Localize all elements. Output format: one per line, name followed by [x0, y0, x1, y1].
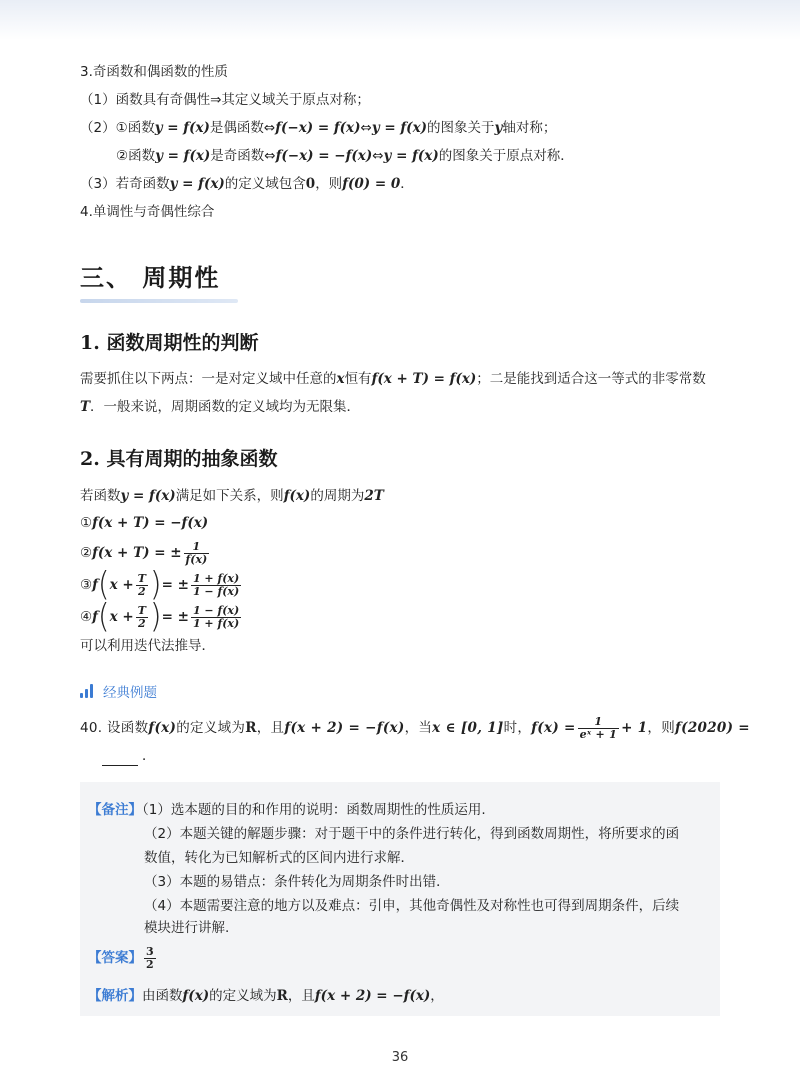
numerator: 3 — [146, 944, 154, 958]
math: f(x) — [283, 488, 311, 504]
math: R — [276, 988, 288, 1004]
label: ③ — [80, 577, 93, 593]
math: f(x + T) = f(x) — [371, 371, 477, 387]
text: 的图象关于 — [427, 120, 495, 136]
math: y = f(x) — [371, 120, 427, 136]
solution-line — [88, 986, 444, 1006]
text: 的图象关于原点对称． — [438, 148, 574, 164]
fraction — [184, 541, 210, 566]
label: ② — [80, 545, 93, 561]
paren-right: ) — [149, 565, 162, 604]
fraction — [136, 573, 148, 598]
text: 若函数 — [80, 488, 121, 504]
s3-p1: （1）函数具有奇偶性⇒其定义域关于原点对称； — [80, 92, 370, 108]
math: + 1 — [621, 720, 648, 736]
math: f(x + 2) = −f(x) — [284, 720, 405, 736]
numerator: 1 — [578, 716, 619, 729]
answer-line — [88, 942, 158, 974]
math: y = f(x) — [155, 148, 211, 164]
numerator: 1 + f(x) — [192, 571, 240, 585]
fraction — [578, 716, 619, 741]
text: ， — [430, 988, 444, 1004]
answer-tag: 【答案】 — [88, 950, 142, 966]
question — [80, 712, 750, 744]
text: 轴对称； — [502, 120, 557, 136]
formula-1 — [80, 513, 208, 533]
note-line-1 — [88, 800, 486, 820]
solution-tag: 【解析】 — [88, 988, 142, 1004]
text: ⇔ — [372, 148, 384, 164]
section-underline — [80, 299, 238, 303]
text: ②函数 — [116, 148, 156, 164]
math: x ∈ [0, 1] — [432, 720, 504, 736]
math: f(0) = 0 — [342, 176, 401, 192]
sub2-outro: 可以利用迭代法推导． — [80, 638, 215, 654]
header-band — [0, 0, 800, 40]
text: ，且 — [287, 988, 315, 1004]
question-number: 40. — [80, 720, 103, 736]
note-line-2a: （2）本题关键的解题步骤：对于题干中的条件进行转化，得到函数周期性，将所要求的函 — [144, 826, 680, 842]
text: 满足如下关系，则 — [175, 488, 284, 504]
sub2-title: 2. 具有周期的抽象函数 — [80, 448, 278, 470]
text: （2）①函数 — [80, 120, 155, 136]
sub1-para-line2 — [80, 397, 360, 417]
note-line-3: （3）本题的易错点：条件转化为周期条件时出错． — [144, 874, 450, 890]
note-tag: 【备注】 — [88, 802, 142, 818]
math: f(−x) = f(x) — [275, 120, 361, 136]
math: y = f(x) — [383, 148, 439, 164]
text: ，则 — [647, 720, 676, 736]
text: ，则 — [315, 176, 343, 192]
math: f(x + T) = ± — [92, 545, 182, 561]
text: 时， — [503, 720, 532, 736]
answer-blank[interactable] — [102, 765, 138, 766]
math: = ± — [161, 609, 189, 625]
numerator: 1 − f(x) — [192, 603, 240, 617]
math: T — [80, 399, 91, 415]
note-line-4a: （4）本题需要注意的地方以及难点：引申，其他奇偶性及对称性也可得到周期条件，后续 — [144, 898, 680, 914]
text: ． — [142, 748, 156, 764]
example-header — [80, 681, 157, 701]
s3-p2a — [80, 118, 556, 138]
math: f(x) — [148, 720, 177, 736]
denominator: 2 — [137, 584, 146, 598]
s3-p3 — [80, 174, 414, 194]
text: ． — [400, 176, 414, 192]
math: = ± — [161, 577, 189, 593]
section-title: 三、 周期性 — [80, 264, 221, 292]
label: ① — [80, 515, 93, 531]
math: f(x + T) = −f(x) — [92, 515, 209, 531]
page-number: 36 — [391, 1050, 409, 1065]
math: y = f(x) — [169, 176, 225, 192]
denominator: f(x) — [185, 552, 208, 566]
denominator: 1 − f(x) — [192, 584, 240, 598]
sub2-intro — [80, 486, 384, 506]
math: f — [92, 577, 98, 593]
answer-blank-line — [102, 746, 156, 766]
formula-4 — [80, 597, 243, 636]
text: （1）选本题的目的和作用的说明：函数周期性的性质运用. — [142, 802, 486, 818]
text: 设函数 — [106, 720, 149, 736]
math: 0 — [305, 176, 316, 192]
text: 由函数 — [142, 988, 183, 1004]
numerator: 1 — [184, 541, 210, 554]
text: ⇔ — [360, 120, 372, 136]
fraction — [191, 573, 241, 598]
paren-left: ( — [97, 565, 110, 604]
text: 是偶函数⇔ — [209, 120, 276, 136]
math: f(x) — [182, 988, 210, 1004]
math: y = f(x) — [154, 120, 210, 136]
math: f(2020) = — [675, 720, 750, 736]
denominator: 1 + f(x) — [192, 616, 240, 630]
text: （3）若奇函数 — [80, 176, 170, 192]
paren-left: ( — [97, 597, 110, 636]
text: 的周期为 — [310, 488, 365, 504]
text: 的定义域为 — [176, 720, 246, 736]
numerator: T — [137, 603, 146, 617]
text: 恒有 — [344, 371, 372, 387]
s3-p2b — [116, 146, 574, 166]
paren-right: ) — [149, 597, 162, 636]
math: 2T — [364, 488, 384, 504]
note-line-4b: 模块进行讲解. — [144, 920, 230, 936]
answer-fraction — [144, 946, 156, 971]
text: ，当 — [404, 720, 433, 736]
fraction — [136, 605, 148, 630]
text: ；二是能找到适合这一等式的非零常数 — [476, 371, 706, 387]
text: ，且 — [256, 720, 285, 736]
s4-title: 4.单调性与奇偶性综合 — [80, 204, 215, 220]
math: f — [92, 609, 98, 625]
math: f(x) = — [531, 720, 576, 736]
bar-chart-icon — [80, 684, 93, 698]
text: 需要抓住以下两点：一是对定义域中任意的 — [80, 371, 337, 387]
example-header-label: 经典例题 — [103, 685, 157, 701]
denominator: eˣ + 1 — [579, 727, 618, 741]
math: x — [336, 371, 345, 387]
denominator: 2 — [137, 616, 146, 630]
sub1-title: 1. 函数周期性的判断 — [80, 332, 259, 354]
math: x + — [109, 577, 134, 593]
sub1-para-line1 — [80, 369, 706, 389]
math: f(x + 2) = −f(x) — [314, 988, 431, 1004]
text: ．一般来说，周期函数的定义域均为无限集． — [90, 399, 361, 415]
label: ④ — [80, 609, 93, 625]
math: f(−x) = −f(x) — [275, 148, 373, 164]
s3-title: 3.奇函数和偶函数的性质 — [80, 64, 228, 80]
fraction — [191, 605, 241, 630]
text: 是奇函数⇔ — [210, 148, 276, 164]
denominator: 2 — [146, 957, 154, 971]
text: 的定义域包含 — [224, 176, 306, 192]
numerator: T — [137, 571, 146, 585]
note-line-2b: 数值，转化为已知解析式的区间内进行求解． — [144, 850, 414, 866]
math: R — [245, 720, 257, 736]
math: x + — [109, 609, 134, 625]
math: y = f(x) — [120, 488, 176, 504]
math: y — [494, 120, 503, 136]
text: 的定义域为 — [209, 988, 277, 1004]
